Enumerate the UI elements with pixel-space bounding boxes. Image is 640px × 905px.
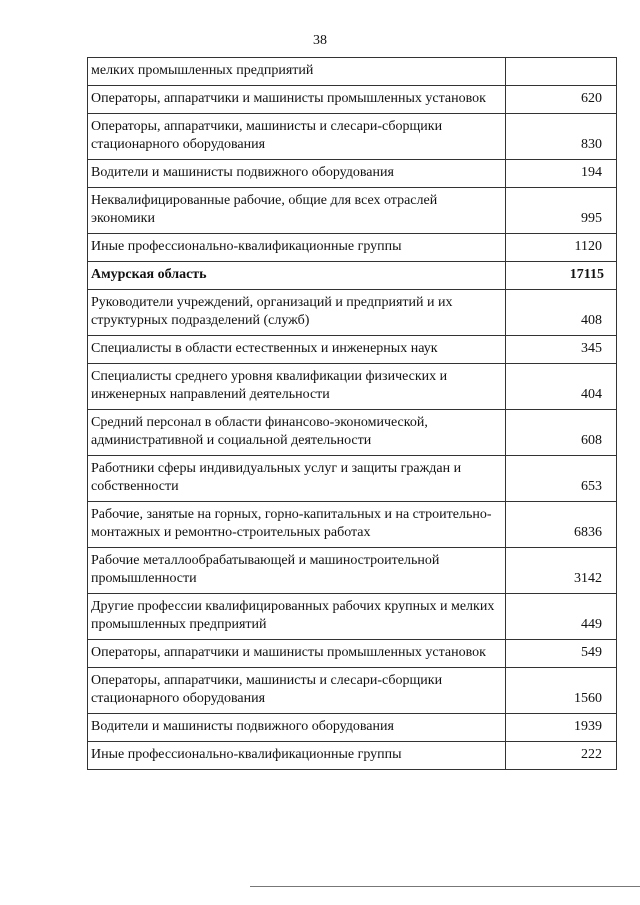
- table-row: [88, 160, 617, 188]
- table-row: [88, 714, 617, 742]
- count-cell: 449: [506, 594, 617, 640]
- occupation-name-cell: Специалисты в области естественных и инженерных наук: [88, 336, 506, 364]
- count-cell: [506, 58, 617, 86]
- occupation-name-cell: Иные профессионально-квалификационные группы: [88, 234, 506, 262]
- count-cell: 1560: [506, 668, 617, 714]
- table-row: [88, 410, 617, 456]
- occupation-name-cell: Рабочие металлообрабатывающей и машиностроительной промышленности: [88, 548, 506, 594]
- occupation-name-cell: Неквалифицированные рабочие, общие для всех отраслей экономики: [88, 188, 506, 234]
- table-row: [88, 58, 617, 86]
- table-row-region: [88, 262, 617, 290]
- table-row: [88, 548, 617, 594]
- occupation-name-cell: Операторы, аппаратчики, машинисты и слесари-сборщики стационарного оборудования: [88, 668, 506, 714]
- occupation-name-cell: Руководители учреждений, организаций и предприятий и их структурных подразделений (служб): [88, 290, 506, 336]
- occupation-name-cell: Средний персонал в области финансово-экономической, административной и социальной деятельности: [88, 410, 506, 456]
- table-row: [88, 114, 617, 160]
- table-body: [88, 58, 617, 770]
- count-cell: 608: [506, 410, 617, 456]
- occupation-name-cell: Работники сферы индивидуальных услуг и защиты граждан и собственности: [88, 456, 506, 502]
- count-cell: 3142: [506, 548, 617, 594]
- occupation-name-cell: Рабочие, занятые на горных, горно-капитальных и на строительно-монтажных и ремонтно-строительных работах: [88, 502, 506, 548]
- table-row: [88, 234, 617, 262]
- count-cell: 6836: [506, 502, 617, 548]
- count-cell: 404: [506, 364, 617, 410]
- count-cell: 17115: [506, 262, 617, 290]
- count-cell: 1939: [506, 714, 617, 742]
- count-cell: 995: [506, 188, 617, 234]
- table-row: [88, 640, 617, 668]
- table-row: [88, 594, 617, 640]
- occupation-table: [87, 57, 617, 770]
- count-cell: 222: [506, 742, 617, 770]
- table-row: [88, 290, 617, 336]
- table-row: [88, 86, 617, 114]
- count-cell: 408: [506, 290, 617, 336]
- bottom-divider: [250, 886, 640, 887]
- occupation-name-cell: Амурская область: [88, 262, 506, 290]
- count-cell: 653: [506, 456, 617, 502]
- table-row: [88, 188, 617, 234]
- count-cell: 194: [506, 160, 617, 188]
- occupation-name-cell: Водители и машинисты подвижного оборудования: [88, 714, 506, 742]
- table-row: [88, 364, 617, 410]
- occupation-name-cell: Специалисты среднего уровня квалификации физических и инженерных направлений деятельности: [88, 364, 506, 410]
- occupation-name-cell: Операторы, аппаратчики и машинисты промышленных установок: [88, 86, 506, 114]
- occupation-name-cell: Операторы, аппаратчики и машинисты промышленных установок: [88, 640, 506, 668]
- table-row: [88, 336, 617, 364]
- occupation-name-cell: Водители и машинисты подвижного оборудования: [88, 160, 506, 188]
- count-cell: 1120: [506, 234, 617, 262]
- table-row: [88, 742, 617, 770]
- count-cell: 345: [506, 336, 617, 364]
- table-row: [88, 668, 617, 714]
- count-cell: 549: [506, 640, 617, 668]
- occupation-name-cell: Иные профессионально-квалификационные группы: [88, 742, 506, 770]
- table-row: [88, 456, 617, 502]
- count-cell: 620: [506, 86, 617, 114]
- occupation-name-cell: Операторы, аппаратчики, машинисты и слесари-сборщики стационарного оборудования: [88, 114, 506, 160]
- count-cell: 830: [506, 114, 617, 160]
- occupation-name-cell: Другие профессии квалифицированных рабочих крупных и мелких промышленных предприятий: [88, 594, 506, 640]
- page-number: 38: [313, 33, 327, 48]
- table-row: [88, 502, 617, 548]
- occupation-name-cell: мелких промышленных предприятий: [88, 58, 506, 86]
